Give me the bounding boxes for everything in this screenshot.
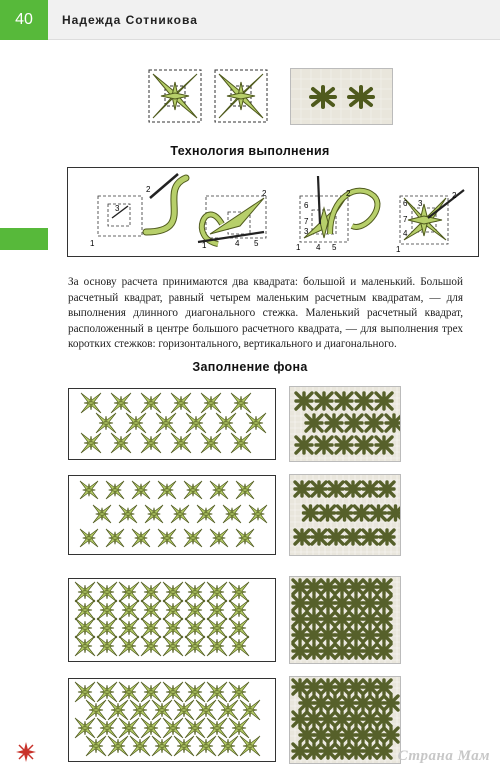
svg-text:5: 5 bbox=[254, 239, 259, 248]
svg-text:6: 6 bbox=[403, 199, 408, 208]
header-strip bbox=[48, 0, 500, 40]
fill-photo-1 bbox=[289, 386, 401, 462]
svg-text:4: 4 bbox=[316, 243, 321, 252]
fill-photo-3 bbox=[289, 576, 401, 664]
fill-photo-4 bbox=[289, 676, 401, 764]
svg-text:6: 6 bbox=[304, 201, 309, 210]
technique-step-1 bbox=[90, 174, 186, 248]
fill-diagram-2 bbox=[68, 475, 276, 555]
description-paragraph: За основу расчета принимаются два квадрата: большой и маленький. Большой расчетный квадрат, равный четырем маленьким расчетным квадратам, — для выполнения длинного диагонального стежка. Маленький расчетный квадрат, расположенный в центре большого расчетного квадрата, — для выполнения трех коротких стежков: горизонтального, вертикального и диагонального. bbox=[68, 276, 463, 351]
fill-diagram-4 bbox=[68, 678, 276, 762]
stitch-pattern-diagram bbox=[147, 68, 271, 124]
svg-text:3: 3 bbox=[418, 199, 423, 208]
technique-step-2 bbox=[198, 189, 267, 250]
step-number: 2 bbox=[146, 185, 151, 194]
svg-text:7: 7 bbox=[403, 215, 408, 224]
svg-text:7: 7 bbox=[304, 217, 309, 226]
technique-step-3 bbox=[296, 176, 377, 252]
step-number: 1 bbox=[90, 239, 95, 248]
watermark: Страна Мам bbox=[397, 748, 490, 764]
author-name: Надежда Сотникова bbox=[62, 12, 198, 27]
svg-text:4: 4 bbox=[403, 229, 408, 238]
svg-text:3: 3 bbox=[304, 227, 309, 236]
svg-text:2: 2 bbox=[262, 189, 267, 198]
fill-diagram-1 bbox=[68, 388, 276, 460]
page-header bbox=[0, 0, 500, 40]
section-title-technique: Технология выполнения bbox=[170, 144, 330, 158]
svg-text:4: 4 bbox=[235, 239, 240, 248]
page-number: 40 bbox=[0, 0, 48, 40]
step-number: 3 bbox=[115, 204, 120, 213]
fill-photo-2 bbox=[289, 474, 401, 556]
technique-step-4 bbox=[396, 190, 464, 254]
svg-text:5: 5 bbox=[332, 243, 337, 252]
star-burst-icon bbox=[16, 742, 36, 762]
technique-diagram bbox=[67, 167, 479, 257]
section-title-background-fill: Заполнение фона bbox=[192, 360, 308, 374]
stitch-photo-top bbox=[290, 68, 393, 125]
fill-diagram-3 bbox=[68, 578, 276, 662]
green-side-tab bbox=[0, 228, 48, 250]
svg-text:1: 1 bbox=[396, 245, 401, 254]
svg-text:1: 1 bbox=[296, 243, 301, 252]
svg-text:2: 2 bbox=[346, 189, 351, 198]
svg-text:2: 2 bbox=[452, 191, 457, 200]
svg-text:1: 1 bbox=[202, 241, 207, 250]
